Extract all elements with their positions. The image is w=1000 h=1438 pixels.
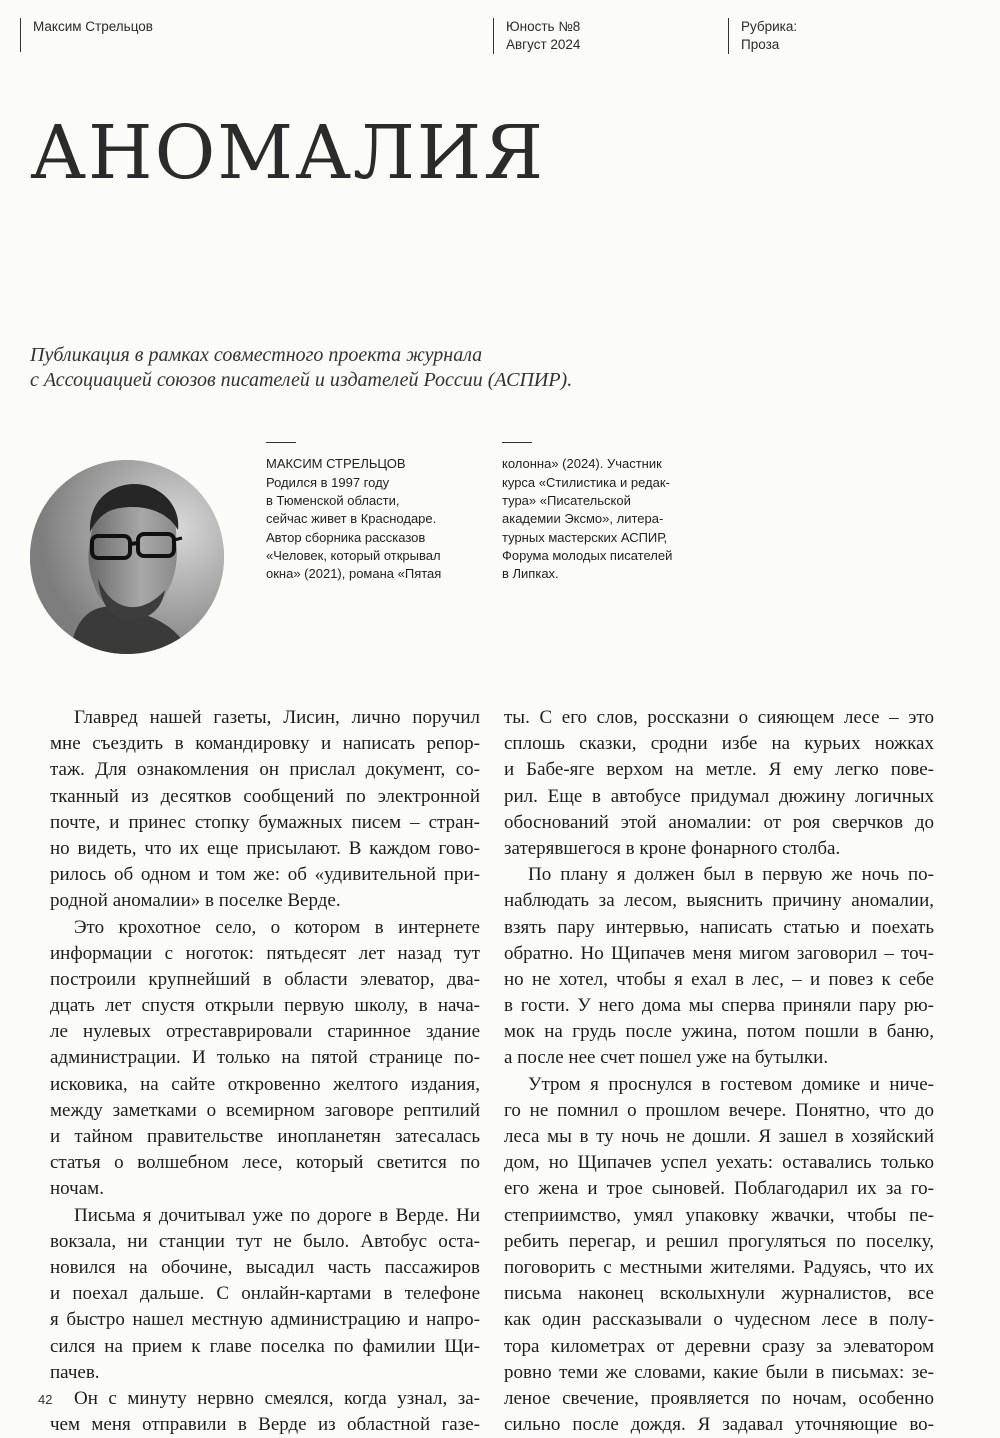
author-bio-line: Форума молодых писателей <box>502 547 673 563</box>
body-text-line: почте, и принес стопку бумажных писем – стран- <box>50 811 480 833</box>
publication-note-line: Публикация в рамках совместного проекта журнала <box>30 344 483 366</box>
author-bio-line: окна» (2021), романа «Пятая <box>266 566 442 582</box>
body-text-line: поговорить с местными жителями. Радуясь, что их <box>504 1256 934 1278</box>
body-text-line: ровно теми же словами, какие были в письмах: зе- <box>504 1361 934 1383</box>
body-text-line: рил. Еще в автобусе придумал дюжину логичных <box>504 785 934 807</box>
article-body-column-1 <box>50 705 480 1438</box>
body-text-line: обоснований этой аномалии: от роя сверчков до <box>504 811 934 833</box>
author-bio-line: Автор сборника рассказов <box>266 529 426 545</box>
article-title: АНОМАЛИЯ <box>30 110 546 196</box>
body-text-line: Он с минуту нервно смеялся, когда узнал, за- <box>74 1387 480 1409</box>
article-body-column-2 <box>504 705 934 1438</box>
body-text-line: таж. Для ознакомления он прислал документ, со- <box>50 759 480 781</box>
header-issue-date: Август 2024 <box>506 37 581 52</box>
body-text-line: тканный из десятков сообщений по электронной <box>50 785 480 807</box>
body-text-line: его жена и трое сыновей. Поблагодарил их за го- <box>504 1178 934 1200</box>
body-text-line: ле нулевых отреставрировали старинное здание <box>50 1021 480 1043</box>
body-text-line: затерявшегося в кроне фонарного столба. <box>504 837 841 859</box>
body-text-line: мок на грудь после ужина, потом пошли в баню, <box>504 1021 934 1043</box>
body-text-line: сплошь сказки, сродни избе на курьих ножках <box>504 733 934 755</box>
body-text-line: и Бабе-яге верхом на метле. Я ему легко пове- <box>504 759 934 781</box>
author-bio-column-2 <box>502 442 732 583</box>
body-text-line: обратно. Но Щипачев меня мигом заговорил – точ- <box>504 942 934 964</box>
body-text-line: построили крупнейший в области элеватор, два- <box>50 968 480 990</box>
body-text-line: дцать лет спустя открыли первую школу, в нача- <box>50 995 480 1017</box>
author-bio-line: курса «Стилистика и редак- <box>502 474 670 490</box>
body-text-line: Утром я проснулся в гостевом домике и ниче- <box>528 1073 934 1095</box>
body-text-line: чем меня отправили в Верде из областной газе- <box>50 1414 480 1436</box>
header-issue <box>493 18 580 54</box>
author-bio-line: Родился в 1997 году <box>266 474 390 490</box>
body-text-line: как один рассказывали о чудесном лесе в полу- <box>504 1309 934 1331</box>
body-text-line: степриимство, умял упаковку жвачки, чтобы пе- <box>504 1204 934 1226</box>
bio-rule <box>502 442 532 443</box>
body-text-line: го не помнил о прошлом вечере. Понятно, что до <box>504 1099 934 1121</box>
body-text-line: я быстро нашел местную администрацию и напро- <box>50 1309 480 1331</box>
body-text-line: рилось об одном и том же: об «удивительной при- <box>50 864 480 886</box>
header-rubric <box>728 18 797 54</box>
author-bio-line: в Тюменской области, <box>266 492 400 508</box>
body-text-line: сильно после дождя. Я задавал уточняющие во- <box>504 1414 934 1436</box>
author-bio-name: МАКСИМ СТРЕЛЬЦОВ <box>266 456 406 472</box>
author-photo <box>30 460 224 654</box>
author-bio-line: сейчас живет в Краснодаре. <box>266 511 437 527</box>
body-text-line: информации с ноготок: пятьдесят лет назад тут <box>50 942 480 964</box>
header-author-name: Максим Стрельцов <box>33 19 153 34</box>
body-text-line: Письма я дочитывал уже по дороге в Верде. Ни <box>74 1204 480 1226</box>
body-text-line: исковика, на сайте откровенно желтого издания, <box>50 1073 480 1095</box>
publication-note <box>30 343 730 393</box>
body-text-line: леное свечение, проявляется по ночам, особенно <box>504 1387 934 1409</box>
body-text-line: ребить перегар, и решил прогуляться по поселку, <box>504 1230 934 1252</box>
body-text-line: и тайном правительстве инопланетян затесалась <box>50 1126 480 1147</box>
header-rubric-label: Рубрика: <box>741 19 798 34</box>
bio-rule <box>266 442 296 443</box>
body-text-line: новился на обочине, высадил часть пассажиров <box>50 1256 480 1278</box>
body-text-line: наблюдать за лесом, выяснить причину аномалии, <box>504 890 934 912</box>
body-text-line: но видеть, что их еще присылают. В каждом гово- <box>50 837 480 859</box>
body-text-line: дом, но Щипачев успел уехать: оставались только <box>504 1152 934 1174</box>
body-text-line: сился на прием к главе поселка по фамилии Щи- <box>50 1335 480 1357</box>
body-text-line: взять пару интервью, написать статью и поехать <box>504 916 934 938</box>
body-text-line: Главред нашей газеты, Лисин, лично поручил <box>74 707 480 728</box>
body-text-line: статья о волшебном лесе, который светится по <box>50 1152 480 1174</box>
body-text-line: и поехал дальше. С онлайн-картами в телефоне <box>50 1283 480 1305</box>
author-bio-line: «Человек, который открывал <box>266 547 441 563</box>
header-rubric-value: Проза <box>741 37 780 52</box>
author-bio-line: тура» «Писательской <box>502 492 631 508</box>
author-bio-column-1 <box>266 442 496 583</box>
body-text-line: По плану я должен был в первую же ночь по- <box>528 864 934 886</box>
body-text-line: в гости. У него дома мы сперва приняли пару рю- <box>504 995 934 1017</box>
body-text-line: между заметками о всемирном заговоре рептилий <box>50 1099 480 1121</box>
body-text-line: письма наконец всколыхнули журналистов, все <box>504 1283 934 1305</box>
header-author <box>20 18 153 52</box>
header-issue-number: Юность №8 <box>506 19 581 34</box>
page-number: 42 <box>38 1392 53 1407</box>
body-text-line: мне съездить в командировку и написать репор- <box>50 733 480 755</box>
body-text-line: ночам. <box>50 1178 104 1200</box>
author-bio-line: колонна» (2024). Участник <box>502 456 662 472</box>
body-text-line: родной аномалии» в поселке Верде. <box>50 890 341 912</box>
author-bio-line: турных мастерских АСПИР, <box>502 529 668 545</box>
author-bio-line: в Липках. <box>502 566 559 582</box>
body-text-line: администрации. И только на пятой странице по- <box>50 1047 480 1069</box>
body-text-line: ты. С его слов, россказни о сияющем лесе – это <box>504 707 934 728</box>
body-text-line: тора километрах от деревни сразу за элеватором <box>504 1335 934 1357</box>
author-portrait-image <box>30 460 224 654</box>
body-text-line: леса мы в ту ночь не дошли. Я зашел в хозяйский <box>504 1126 934 1147</box>
publication-note-line: с Ассоциацией союзов писателей и издателей России (АСПИР). <box>30 369 573 391</box>
body-text-line: вокзала, ни станции тут не было. Автобус оста- <box>50 1230 480 1252</box>
body-text-line: Это крохотное село, о котором в интернете <box>74 916 480 938</box>
body-text-line: но не хотел, чтобы я ехал в лес, – и повез к себе <box>504 968 934 990</box>
author-bio-line: академии Эксмо», литера- <box>502 511 664 527</box>
body-text-line: пачев. <box>50 1361 100 1383</box>
body-text-line: а после нее счет пошел уже на бутылки. <box>504 1047 829 1069</box>
